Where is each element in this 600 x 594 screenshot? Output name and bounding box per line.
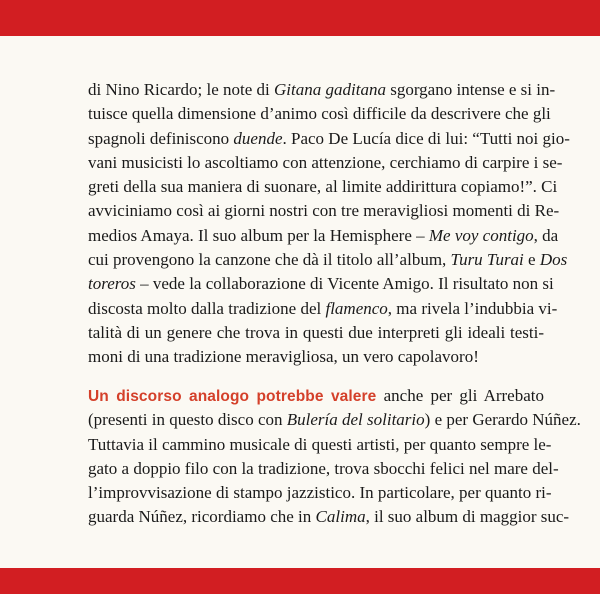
- text-line: [88, 384, 544, 408]
- text-run: spagnoli definiscono: [88, 128, 234, 148]
- text-run: di Nino Ricardo; le note di: [88, 80, 275, 99]
- text-run: – vede la collaborazione di Vicente Amigo. Il risultato non si: [135, 274, 554, 294]
- text-run: l’improvvisazione di stampo jazzistico. In particolare, per quanto ri-: [88, 483, 552, 503]
- italic-title: Calima: [315, 507, 366, 527]
- text-run: e: [523, 250, 540, 270]
- text-run: anche per gli Arrebato: [376, 386, 544, 405]
- text-line: [88, 481, 552, 505]
- text-line: [88, 175, 558, 199]
- italic-title: Turu Turai: [450, 250, 524, 270]
- section-lead-in: Un discorso analogo potrebbe valere: [88, 388, 377, 405]
- text-run: (presenti in questo disco con: [88, 410, 287, 430]
- text-run: talità di un genere che trova in questi due interpreti gli ideali testi-: [88, 322, 544, 342]
- text-run: Tuttavia il cammino musicale di questi artisti, per quanto sempre le-: [88, 434, 552, 454]
- text-run: cui provengono la canzone che dà il titolo all’album,: [88, 250, 451, 270]
- text-line: [88, 321, 544, 345]
- text-run: vani musicisti lo ascoltiamo con attenzione, cerchiamo di carpire i se-: [88, 152, 563, 172]
- text-line: [88, 102, 551, 126]
- text-line: [88, 457, 559, 481]
- paragraph-analogous-discourse: [88, 384, 581, 530]
- text-run: discosta molto dalla tradizione del: [88, 298, 326, 318]
- text-line: [88, 224, 559, 248]
- text-line: [88, 345, 544, 369]
- text-run: ) e per Gerardo Núñez.: [424, 410, 581, 430]
- text-line: [88, 297, 558, 321]
- italic-title: toreros: [88, 274, 136, 294]
- italic-title: Bulería del solitario: [286, 410, 425, 430]
- text-run: medios Amaya. Il suo album per la Hemisphere –: [88, 225, 429, 245]
- text-line: [88, 408, 581, 432]
- italic-title: flamenco: [325, 298, 388, 318]
- text-line: [88, 433, 552, 457]
- text-run: . Paco De Lucía dice di lui: “Tutti noi gio-: [282, 128, 570, 148]
- text-line: [88, 248, 568, 272]
- italic-title: duende: [233, 128, 283, 148]
- italic-title: Dos: [539, 250, 568, 270]
- text-run: , il suo album di maggior suc-: [365, 507, 570, 527]
- text-run: , ma rivela l’indubbia vi-: [387, 298, 558, 318]
- text-run: tuisce quella dimensione d’animo così difficile da descrivere che gli: [88, 104, 551, 124]
- bottom-red-band: [0, 568, 600, 594]
- text-line: [88, 151, 563, 175]
- text-run: gato a doppio filo con la tradizione, trova sbocchi felici nel mare del-: [88, 458, 559, 478]
- text-run: sgorgano intense e si in-: [385, 80, 556, 99]
- paragraph-flamenco-artists: [88, 78, 570, 370]
- text-line: [88, 127, 570, 151]
- text-line: [88, 78, 556, 102]
- text-run: guarda Núñez, ricordiamo che in: [88, 507, 316, 527]
- italic-title: Me voy contigo: [428, 225, 534, 245]
- text-run: moni di una tradizione meravigliosa, un vero capolavoro!: [88, 347, 479, 367]
- text-line: [88, 505, 570, 529]
- text-run: , da: [533, 225, 559, 245]
- text-run: greti della sua maniera di suonare, al limite addirittura copiamo!”. Ci: [88, 177, 558, 197]
- text-line: [88, 199, 560, 223]
- top-red-band: [0, 0, 600, 36]
- italic-title: Gitana gaditana: [274, 80, 386, 99]
- text-line: [88, 272, 554, 296]
- text-run: avviciniamo così ai giorni nostri con tre meravigliosi momenti di Re-: [88, 201, 560, 221]
